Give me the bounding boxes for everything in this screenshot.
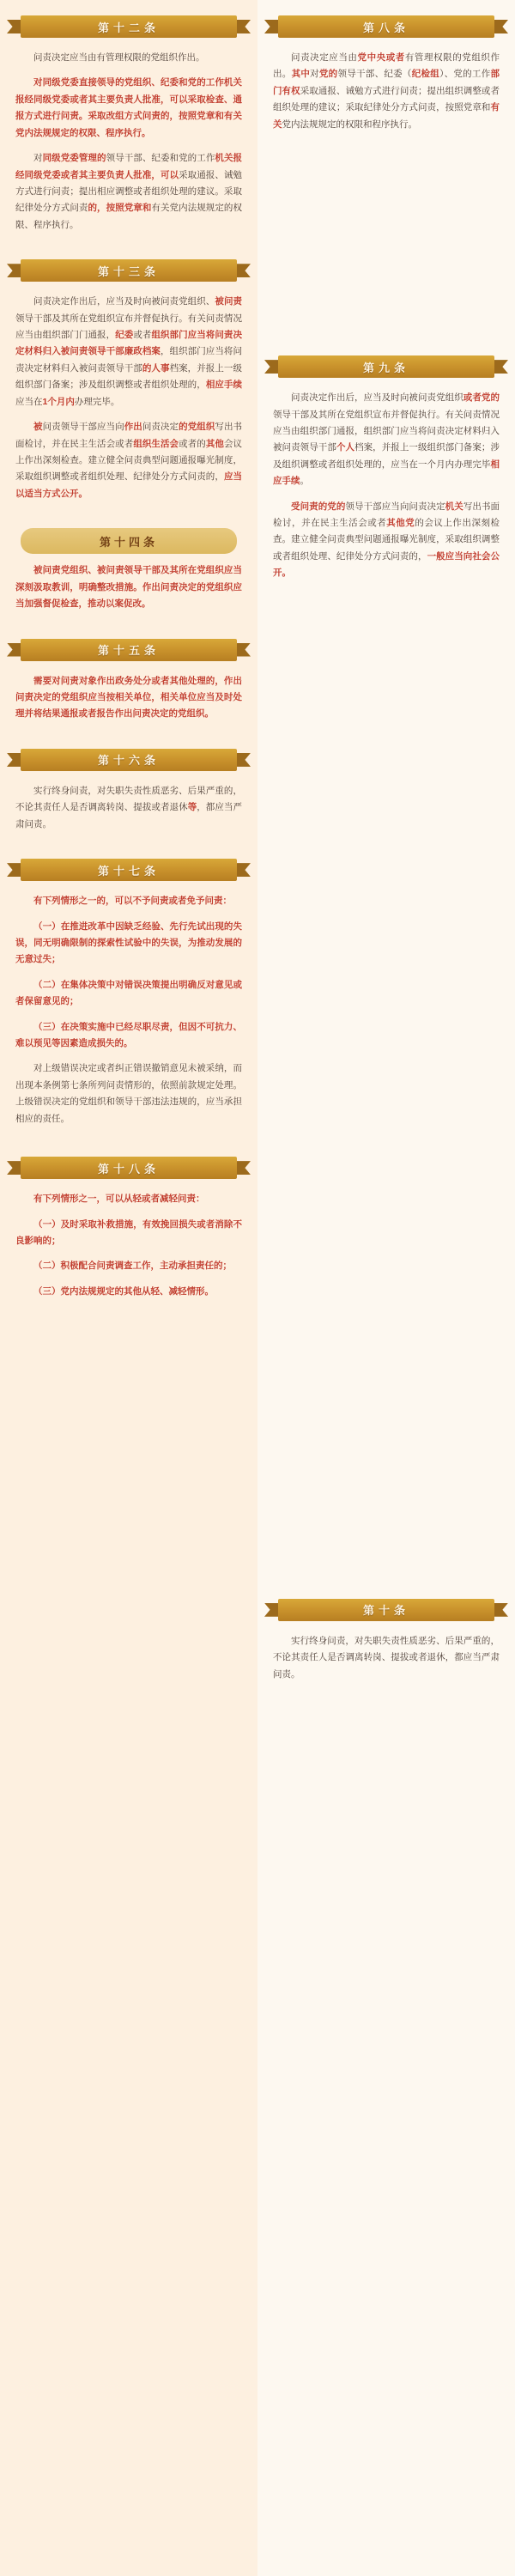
- plain-text: 和党的工作: [169, 153, 215, 164]
- article-paragraph: [15, 75, 242, 142]
- column-top-spacer: [270, 0, 503, 12]
- emphasis-text: 等: [187, 802, 197, 813]
- article-paragraph: [273, 1633, 500, 1683]
- article-spacer: [270, 582, 503, 1595]
- article-paragraph: [15, 1284, 242, 1300]
- article-heading-label: 第九条: [362, 361, 409, 374]
- article-paragraph: [15, 673, 242, 723]
- article-paragraph: [273, 499, 500, 582]
- article-heading-article-8: [278, 12, 494, 41]
- plain-text: 党内法规规定的权限和程序执行。: [282, 118, 417, 130]
- emphasis-text: 被: [33, 422, 43, 433]
- article-paragraph: [273, 50, 500, 133]
- article-paragraph: [15, 783, 242, 833]
- plain-text: 领导干部、纪委: [106, 153, 170, 164]
- article-block-article-16: [12, 745, 245, 833]
- emphasis-text: 纪检组: [411, 69, 440, 80]
- article-paragraph: [15, 977, 242, 1011]
- plain-text: 写出书面检讨，并在民主生活会或者: [273, 501, 500, 529]
- article-heading-article-17: [21, 855, 237, 884]
- article-heading-label: 第十六条: [97, 754, 160, 768]
- emphasis-text: （三）党内法规规定的其他从轻、减轻情形。: [33, 1285, 214, 1297]
- emphasis-text: 纪委: [115, 330, 134, 341]
- emphasis-text: 有下列情形之一的，可以不予问责或者免予问责：: [33, 896, 232, 907]
- article-heading-article-15: [21, 635, 237, 665]
- plain-text: 实行终身问责，对失职失责性质恶劣、后果严重的，不论其责任人是否调离转岗、提拔或者退休，都应当严肃问责。: [273, 1635, 500, 1680]
- emphasis-text: （一）及时采取补救措施，有效挽回损失或者消除不良影响的；: [15, 1218, 242, 1246]
- plain-text: 有管理权限的党组织作出。: [273, 52, 500, 80]
- plain-text: ，都应当严肃问责。: [15, 802, 242, 829]
- emphasis-text: （三）在决策实施中已经尽职尽责，但因不可抗力、难以预见等因素造成损失的。: [15, 1021, 242, 1049]
- emphasis-text: 同级党委管理的: [42, 153, 106, 164]
- article-paragraph: [15, 562, 242, 612]
- plain-text: 通报，: [88, 330, 116, 341]
- article-heading-label: 第十四条: [99, 535, 158, 549]
- article-heading-label: 第十七条: [97, 864, 160, 878]
- plain-text: 对: [33, 153, 43, 164]
- plain-text: 问责领导干部应当向: [42, 422, 124, 433]
- emphasis-text: （二）积极配合问责调查工作，主动承担责任的；: [33, 1261, 232, 1272]
- emphasis-text: （一）在推进改革中因缺乏经验、先行先试出现的失误，同无明确限制的探索性试验中的失误，为推动发展的无意过失；: [15, 920, 242, 965]
- article-paragraph: [15, 1191, 242, 1207]
- plain-text: 对上级错误决定或者纠正错误撤销意见未被采纳，而出现本条例第七条所列问责情形的，依照前款规定处理。上级错误决定的党组织和领导干部违法违规的，应当承担相应的责任。: [15, 1063, 242, 1124]
- emphasis-text: 相应手续: [273, 459, 500, 487]
- article-heading-article-14: [21, 528, 237, 554]
- emphasis-text: 一般应当向社会公开。: [273, 550, 500, 579]
- article-paragraph: [15, 1019, 242, 1053]
- article-block-article-14: [12, 528, 245, 612]
- plain-text: 的会议上作出深刻检查。建立健全问责典型问题通报曝光制度，采取组织调整或者组织处理、纪律处分方式问责的，: [273, 518, 500, 562]
- article-heading-article-18: [21, 1153, 237, 1182]
- article-spacer: [270, 133, 503, 352]
- article-spacer: [12, 502, 245, 528]
- article-block-article-12: [12, 12, 245, 234]
- article-block-article-13: [12, 256, 245, 502]
- emphasis-text: 1个月内: [42, 396, 75, 407]
- emphasis-text: 机关报经同级党委或者其主要负责人批准，可以: [15, 153, 243, 180]
- emphasis-text: 对同级党委直接领导的党组织、纪委和党的工作机关报经同级党委或者其主要负责人批准，可以采取检查、通报方式进行问责。采取改组方式问责的，按照党章和有关党内法规规定的权限、程序执行。: [15, 77, 242, 138]
- article-paragraph: [273, 390, 500, 490]
- plain-text: 或者的: [179, 438, 206, 449]
- emphasis-text: 或者党的: [463, 392, 500, 404]
- article-paragraph: [15, 50, 242, 66]
- plain-text: 写出书面检讨，并在民主生活会或者: [15, 422, 243, 449]
- plain-text: 问责决定: [142, 422, 179, 433]
- article-heading-label: 第八条: [362, 21, 409, 34]
- article-heading-article-9: [278, 352, 494, 381]
- emphasis-text: 被问责党组织、被问责领导干部及其所在党组织应当深刻汲取教训，明确整改措施。作出问责决定的党组织应当加强督促检查，推动以案促改。: [15, 565, 242, 610]
- emphasis-text: 被问责: [215, 296, 243, 307]
- plain-text: 门: [78, 330, 88, 341]
- article-spacer: [12, 1127, 245, 1153]
- article-spacer: [12, 613, 245, 635]
- article-spacer: [12, 833, 245, 855]
- emphasis-text: 的人事: [142, 362, 170, 374]
- plain-text: 采取通报、诫勉方式进行问责；提出相应调整或者组织处理的建议。采取纪律处分方式问责: [15, 169, 242, 214]
- emphasis-text: 组织部门应当将问责决定材料归入被问责领导干部: [15, 330, 242, 357]
- plain-text: 。: [300, 476, 309, 487]
- article-paragraph: [15, 419, 242, 502]
- plain-text: 办理完毕。: [74, 396, 120, 407]
- emphasis-text: 相应手续: [205, 380, 242, 391]
- emphasis-text: 需要对问责对象作出政务处分或者其他处理的，作出问责决定的党组织应当按相关单位，相关单位应当及时处理并将结果通报或者报告作出问责决定的党组织。: [15, 675, 242, 720]
- article-block-article-17: [12, 855, 245, 1127]
- article-block-article-18: [12, 1153, 245, 1300]
- emphasis-text: 的党组织: [179, 422, 215, 433]
- article-block-article-9: [270, 352, 503, 582]
- column-top-spacer: [12, 0, 245, 12]
- emphasis-text: （二）在集体决策中对错误决策提出明确反对意见或者保留意见的；: [15, 979, 242, 1007]
- plain-text: 领导干部应当向问责决定: [345, 501, 445, 512]
- article-paragraph: [15, 893, 242, 909]
- article-block-article-10: [270, 1595, 503, 1683]
- article-heading-label: 第十三条: [97, 264, 160, 278]
- plain-text: 会议上作出深刻检查。建立健全问责典型问题通报曝光制度，采取组织调整或者组织处理、纪律处分方式问责的，: [15, 438, 242, 483]
- plain-text: 问责决定应当由有管理权限的党组织作出。: [33, 52, 205, 63]
- article-heading-label: 第十八条: [97, 1162, 160, 1176]
- article-heading-article-16: [21, 745, 237, 775]
- article-paragraph: [15, 1217, 242, 1250]
- emphasis-text: 个人: [336, 442, 355, 453]
- article-heading-article-12: [21, 12, 237, 41]
- plain-text: 问责决定作出后，应当及时向被问责党组织、: [33, 296, 215, 307]
- emphasis-text: 受问责的党的: [291, 501, 346, 512]
- article-heading-label: 第十五条: [97, 644, 160, 658]
- plain-text: 档案，并报上一级组织部门备案；涉及组织调整或者组织处理的，: [15, 362, 242, 391]
- article-paragraph: [15, 294, 242, 410]
- emphasis-text: 组织生活会: [133, 438, 179, 449]
- plain-text: 领导干部、纪委（: [337, 69, 412, 80]
- emphasis-text: 其中: [291, 69, 311, 80]
- plain-text: 问责决定作出后，应当及时向被问责党组织: [291, 392, 464, 404]
- emphasis-text: 廉政档案: [124, 346, 161, 357]
- plain-text: 对: [310, 69, 319, 80]
- plain-text: 采取通报、诫勉方式进行问责；提出组织调整或者组织处理的建议；采取纪律处分方式问责，按照党章和: [273, 85, 500, 113]
- plain-text: 领导干部及其所在党组织宣布并督促执行。有关问责情况应当由组织部门: [15, 313, 242, 341]
- emphasis-text: 党中央或者: [357, 52, 405, 63]
- article-block-article-8: [270, 12, 503, 133]
- emphasis-text: 其他: [205, 438, 224, 449]
- article-heading-article-10: [278, 1595, 494, 1625]
- article-paragraph: [15, 1060, 242, 1127]
- plain-text: 或者: [133, 330, 152, 341]
- emphasis-text: 的，按照党章和: [88, 203, 152, 214]
- article-heading-article-13: [21, 256, 237, 285]
- emphasis-text: 党的: [318, 69, 338, 80]
- plain-text: 实行终身问责，对失职失责性质恶劣、后果严重的，不论其责任人是否调离转岗、提拔或者退休: [15, 785, 242, 813]
- plain-text: ，组织部门应当将问责决定材料归入被问责领导干部: [15, 346, 242, 374]
- article-block-article-15: [12, 635, 245, 723]
- article-heading-label: 第十条: [362, 1604, 409, 1618]
- right-column: [258, 0, 515, 2576]
- article-spacer: [12, 723, 245, 745]
- emphasis-text: 作出: [124, 422, 142, 433]
- emphasis-text: 机关: [445, 501, 464, 512]
- article-paragraph: [15, 150, 242, 234]
- plain-text: 档案，并报上一级组织部门备案；涉及组织调整或者组织处理的，应当在一个月内办理完毕: [273, 442, 500, 470]
- plain-text: 有关党内法规规定的权限、程序执行。: [15, 203, 242, 230]
- emphasis-text: 有下列情形之一，可以从轻或者减轻问责：: [33, 1194, 205, 1205]
- article-paragraph: [15, 919, 242, 969]
- plain-text: 应当在: [15, 396, 43, 407]
- emphasis-text: 部门有权: [273, 69, 500, 96]
- article-spacer: [12, 234, 245, 256]
- emphasis-text: 有关: [273, 102, 500, 130]
- plain-text: 领导干部及其所在党组织宣布并督促执行。有关问责情况应当由组织部门通报，组织部门应当将问责决定材料归入被问责领导干部: [273, 409, 500, 453]
- plain-text: 问责决定应当由: [291, 52, 358, 63]
- plain-text: ）、党的工作: [439, 69, 491, 80]
- emphasis-text: 其他党: [386, 518, 415, 529]
- emphasis-text: 应当以适当方式公开。: [15, 471, 242, 499]
- article-paragraph: [15, 1258, 242, 1274]
- article-heading-label: 第十二条: [97, 21, 160, 34]
